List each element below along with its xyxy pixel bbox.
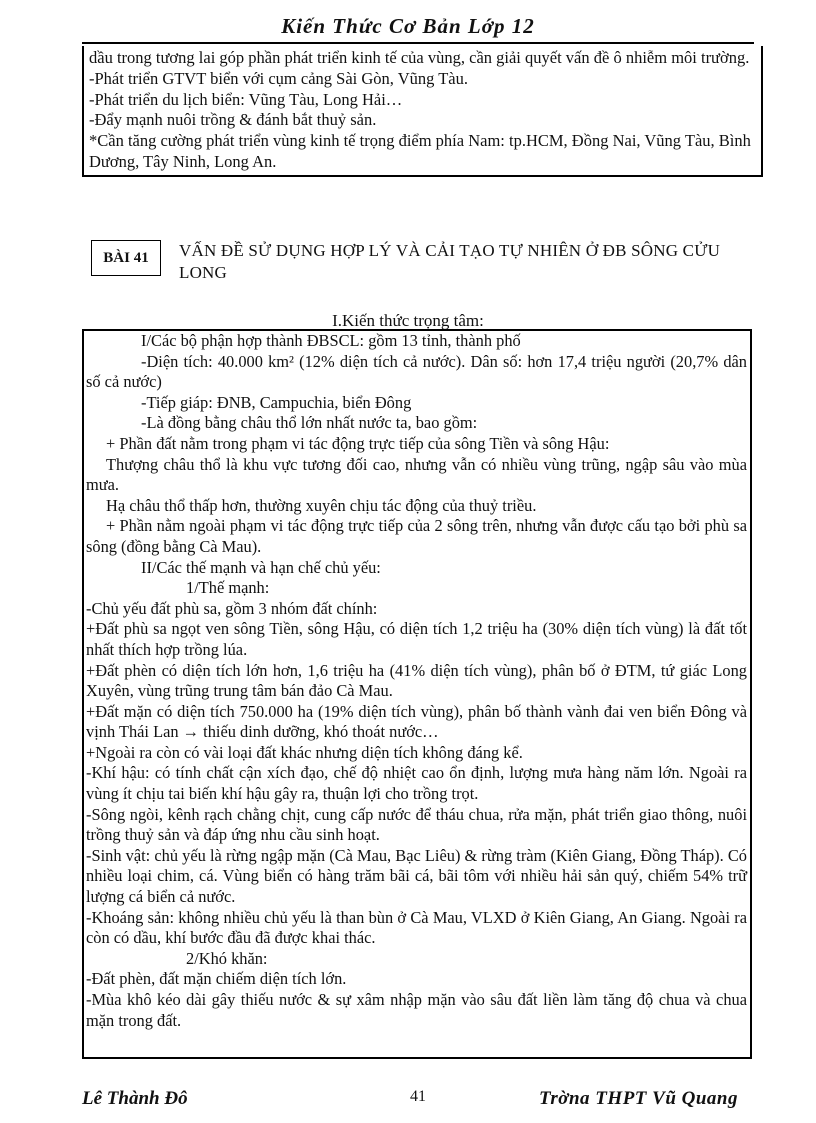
text-line: -Đẩy mạnh nuôi trồng & đánh bắt thuỷ sản. [89, 110, 377, 130]
paragraph: -Đất phèn, đất mặn chiếm diện tích lớn. [86, 969, 347, 989]
paragraph: -Khí hậu: có tính chất cận xích đạo, chế độ nhiệt cao ổn định, lượng mưa hàng năm lớn. Ngoài ra vùng ít chịu tai biến khí hậu gây ra, thuận lợi cho trồng trọt. [86, 763, 747, 804]
paragraph: +Đất phù sa ngọt ven sông Tiền, sông Hậu, có diện tích 1,2 triệu ha (30% diện tích vùng) là đất tốt nhất thích hợp trồng lúa. [86, 619, 747, 659]
lesson-title: VẤN ĐỀ SỬ DỤNG HỢP LÝ VÀ CẢI TẠO TỰ NHIÊN Ở ĐB SÔNG CỬU LONG [179, 241, 721, 282]
page-header-title: Kiến Thức Cơ Bản Lớp 12 [281, 14, 535, 38]
paragraph: I/Các bộ phận hợp thành ĐBSCL: gồm 13 tỉnh, thành phố [141, 331, 521, 350]
paragraph: Hạ châu thổ thấp hơn, thường xuyên chịu tác động của thuỷ triều. [106, 495, 537, 515]
paragraph: +Đất mặn có diện tích 750.000 ha (19% diện tích vùng), phân bố thành vành đai ven biển Đông và vịnh Thái Lan → thiếu dinh dưỡng, khó thoát nước… [86, 701, 747, 742]
footer-school: Trờna THPT Vũ Quang [539, 1088, 738, 1109]
paragraph: -Là đồng bằng châu thổ lớn nhất nước ta, bao gồm: [141, 413, 478, 433]
paragraph: -Tiếp giáp: ĐNB, Campuchia, biển Đông [141, 392, 412, 412]
paragraph: 2/Khó khăn: [186, 948, 268, 968]
lesson-number-box: BÀI 41 [91, 240, 161, 276]
header-rule [82, 42, 754, 44]
page-number: 41 [410, 1088, 426, 1105]
paragraph: -Sông ngòi, kênh rạch chằng chịt, cung cấp nước để tháu chua, rửa mặn, phát triển giao thông, nuôi trồng thuỷ sản và đáp ứng nhu cầu sinh hoạt. [86, 804, 747, 845]
paragraph: +Ngoài ra còn có vài loại đất khác nhưng diện tích không đáng kể. [86, 742, 523, 762]
paragraph: + Phần nằm ngoài phạm vi tác động trực tiếp của 2 sông trên, nhưng vẫn được cấu tạo bởi phù sa sông (đồng bằng Cà Mau). [86, 516, 747, 556]
paragraph: II/Các thế mạnh và hạn chế chủ yếu: [141, 557, 381, 577]
text-line: -Phát triển GTVT biển với cụm cảng Sài Gòn, Vũng Tàu. [89, 68, 469, 88]
text-line: -Phát triển du lịch biển: Vũng Tàu, Long Hải… [89, 89, 403, 109]
main-content-box [82, 329, 752, 1059]
paragraph: -Sinh vật: chủ yếu là rừng ngập mặn (Cà Mau, Bạc Liêu) & rừng tràm (Kiên Giang, Đồng Tháp). Có nhiều loại chim, cá. Vùng biển có hàng trăm bãi cá, bãi tôm với nhiều hải sản quý, chiếm 54% trữ lượng cá biển cả nước. [86, 845, 747, 907]
paragraph: +Đất phèn có diện tích lớn hơn, 1,6 triệu ha (41% diện tích vùng), phân bố ở ĐTM, tứ giác Long Xuyên, vùng trũng trung tâm bán đảo Cà Mau. [86, 660, 747, 701]
top-content-box [82, 46, 763, 177]
paragraph: + Phần đất nằm trong phạm vi tác động trực tiếp của sông Tiền và sông Hậu: [106, 433, 610, 453]
paragraph: -Diện tích: 40.000 km² (12% diện tích cả nước). Dân số: hơn 17,4 triệu người (20,7% dân số cả nước) [86, 351, 747, 392]
footer-author: Lê Thành Đô [82, 1088, 188, 1109]
paragraph: -Mùa khô kéo dài gây thiếu nước & sự xâm nhập mặn vào sâu đất liền làm tăng độ chua và chua mặn trong đất. [86, 990, 747, 1030]
page-footer [0, 1088, 816, 1112]
paragraph: -Khoáng sản: không nhiều chủ yếu là than bùn ở Cà Mau, VLXD ở Kiên Giang, An Giang. Ngoài ra còn có dầu, khí bước đầu đã được khai thác. [86, 907, 747, 948]
paragraph: Thượng châu thổ là khu vực tương đối cao, nhưng vẫn có nhiều vùng trũng, ngập sâu vào mùa mưa. [86, 454, 747, 495]
paragraph: -Chủ yếu đất phù sa, gồm 3 nhóm đất chính: [86, 598, 378, 618]
text-line: *Cần tăng cường phát triển vùng kinh tế trọng điểm phía Nam: tp.HCM, Đồng Nai, Vũng Tàu, Bình Dương, Tây Ninh, Long An. [89, 131, 751, 171]
paragraph: 1/Thế mạnh: [186, 578, 270, 598]
text-line: dầu trong tương lai góp phần phát triển kinh tế của vùng, cần giải quyết vấn đề ô nhiễm môi trường. [89, 48, 750, 67]
section-title: I.Kiến thức trọng tâm: [332, 311, 484, 330]
